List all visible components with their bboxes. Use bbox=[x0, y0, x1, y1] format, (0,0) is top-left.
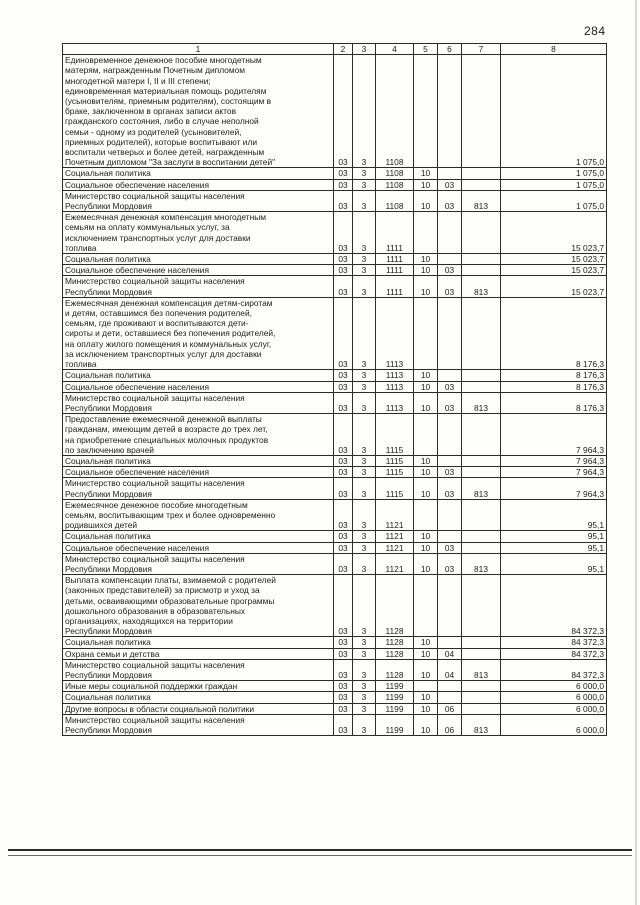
table-row bbox=[63, 55, 607, 168]
code-col-5-cell: 10 bbox=[414, 531, 438, 542]
code-col-2-cell: 03 bbox=[334, 531, 353, 542]
page-number: 284 bbox=[584, 24, 606, 38]
bottom-rule-thin bbox=[8, 855, 632, 856]
row-name-cell: Социальная политика bbox=[63, 370, 334, 381]
amount-cell: 84 372,3 bbox=[501, 659, 607, 680]
table-row bbox=[63, 681, 607, 692]
row-name-cell: Министерство социальной защиты населения Республики Мордовия bbox=[63, 392, 334, 413]
code-col-3-cell: 3 bbox=[353, 553, 376, 574]
code-col-7-cell bbox=[462, 455, 501, 466]
table-row bbox=[63, 392, 607, 413]
code-col-6-cell: 06 bbox=[438, 703, 462, 714]
code-col-4-cell: 1128 bbox=[376, 575, 414, 637]
code-col-2-cell: 03 bbox=[334, 381, 353, 392]
table-row bbox=[63, 692, 607, 703]
code-col-6-cell bbox=[438, 531, 462, 542]
row-name-cell: Социальное обеспечение населения bbox=[63, 265, 334, 276]
code-col-4-cell: 1108 bbox=[376, 179, 414, 190]
column-number-row bbox=[63, 44, 607, 55]
table-row bbox=[63, 478, 607, 499]
amount-cell: 8 176,3 bbox=[501, 381, 607, 392]
code-col-2-cell: 03 bbox=[334, 659, 353, 680]
code-col-5-cell: 10 bbox=[414, 276, 438, 297]
code-col-4-cell: 1108 bbox=[376, 55, 414, 168]
code-col-3-cell: 3 bbox=[353, 692, 376, 703]
code-col-6-cell: 03 bbox=[438, 276, 462, 297]
amount-cell: 7 964,3 bbox=[501, 414, 607, 456]
column-header: 7 bbox=[462, 44, 501, 55]
code-col-7-cell bbox=[462, 297, 501, 369]
table-row bbox=[63, 648, 607, 659]
row-name-cell: Социальная политика bbox=[63, 455, 334, 466]
table-row bbox=[63, 703, 607, 714]
code-col-7-cell bbox=[462, 681, 501, 692]
code-col-3-cell: 3 bbox=[353, 381, 376, 392]
code-col-2-cell: 03 bbox=[334, 681, 353, 692]
code-col-2-cell: 03 bbox=[334, 542, 353, 553]
code-col-4-cell: 1128 bbox=[376, 659, 414, 680]
amount-cell: 1 075,0 bbox=[501, 168, 607, 179]
row-name-cell: Охрана семьи и детства bbox=[63, 648, 334, 659]
amount-cell: 84 372,3 bbox=[501, 575, 607, 637]
code-col-3-cell: 3 bbox=[353, 714, 376, 735]
row-name-cell: Социальное обеспечение населения bbox=[63, 467, 334, 478]
code-col-2-cell: 03 bbox=[334, 467, 353, 478]
row-name-cell: Министерство социальной защиты населения Республики Мордовия bbox=[63, 659, 334, 680]
code-col-4-cell: 1199 bbox=[376, 703, 414, 714]
table-row bbox=[63, 190, 607, 211]
code-col-6-cell: 03 bbox=[438, 179, 462, 190]
code-col-7-cell: 813 bbox=[462, 553, 501, 574]
code-col-2-cell: 03 bbox=[334, 648, 353, 659]
code-col-2-cell: 03 bbox=[334, 414, 353, 456]
code-col-5-cell: 10 bbox=[414, 553, 438, 574]
table-row bbox=[63, 575, 607, 637]
code-col-3-cell: 3 bbox=[353, 659, 376, 680]
table-row bbox=[63, 297, 607, 369]
code-col-5-cell: 10 bbox=[414, 254, 438, 265]
code-col-7-cell bbox=[462, 703, 501, 714]
amount-cell: 15 023,7 bbox=[501, 265, 607, 276]
code-col-6-cell bbox=[438, 575, 462, 637]
code-col-3-cell: 3 bbox=[353, 190, 376, 211]
row-name-cell: Социальная политика bbox=[63, 168, 334, 179]
amount-cell: 8 176,3 bbox=[501, 392, 607, 413]
table-row bbox=[63, 467, 607, 478]
code-col-6-cell bbox=[438, 414, 462, 456]
code-col-3-cell: 3 bbox=[353, 168, 376, 179]
code-col-2-cell: 03 bbox=[334, 297, 353, 369]
code-col-2-cell: 03 bbox=[334, 714, 353, 735]
code-col-6-cell: 03 bbox=[438, 381, 462, 392]
code-col-2-cell: 03 bbox=[334, 179, 353, 190]
code-col-7-cell bbox=[462, 499, 501, 531]
amount-cell: 6 000,0 bbox=[501, 703, 607, 714]
code-col-2-cell: 03 bbox=[334, 55, 353, 168]
code-col-4-cell: 1113 bbox=[376, 297, 414, 369]
code-col-5-cell: 10 bbox=[414, 190, 438, 211]
code-col-2-cell: 03 bbox=[334, 168, 353, 179]
code-col-3-cell: 3 bbox=[353, 467, 376, 478]
code-col-3-cell: 3 bbox=[353, 575, 376, 637]
code-col-7-cell bbox=[462, 648, 501, 659]
table-row bbox=[63, 381, 607, 392]
code-col-4-cell: 1115 bbox=[376, 414, 414, 456]
code-col-2-cell: 03 bbox=[334, 370, 353, 381]
code-col-4-cell: 1111 bbox=[376, 254, 414, 265]
code-col-6-cell bbox=[438, 455, 462, 466]
row-name-cell: Министерство социальной защиты населения Республики Мордовия bbox=[63, 478, 334, 499]
amount-cell: 6 000,0 bbox=[501, 714, 607, 735]
row-name-cell: Министерство социальной защиты населения Республики Мордовия bbox=[63, 276, 334, 297]
code-col-7-cell bbox=[462, 531, 501, 542]
amount-cell: 8 176,3 bbox=[501, 297, 607, 369]
code-col-6-cell bbox=[438, 692, 462, 703]
code-col-4-cell: 1128 bbox=[376, 637, 414, 648]
amount-cell: 84 372,3 bbox=[501, 637, 607, 648]
code-col-7-cell: 813 bbox=[462, 478, 501, 499]
code-col-5-cell bbox=[414, 55, 438, 168]
amount-cell: 6 000,0 bbox=[501, 681, 607, 692]
code-col-5-cell bbox=[414, 212, 438, 254]
code-col-3-cell: 3 bbox=[353, 637, 376, 648]
code-col-7-cell bbox=[462, 381, 501, 392]
code-col-4-cell: 1113 bbox=[376, 381, 414, 392]
code-col-5-cell: 10 bbox=[414, 370, 438, 381]
code-col-3-cell: 3 bbox=[353, 703, 376, 714]
code-col-5-cell: 10 bbox=[414, 659, 438, 680]
row-name-cell: Ежемесячная денежная компенсация многодетным семьям на оплату коммунальных услуг, за исключением транспортных услуг для доставки топлива bbox=[63, 212, 334, 254]
row-name-cell: Социальная политика bbox=[63, 531, 334, 542]
table-row bbox=[63, 455, 607, 466]
amount-cell: 7 964,3 bbox=[501, 467, 607, 478]
code-col-2-cell: 03 bbox=[334, 190, 353, 211]
amount-cell: 95,1 bbox=[501, 542, 607, 553]
table-row bbox=[63, 370, 607, 381]
code-col-3-cell: 3 bbox=[353, 392, 376, 413]
code-col-5-cell: 10 bbox=[414, 381, 438, 392]
code-col-6-cell: 03 bbox=[438, 553, 462, 574]
table-row bbox=[63, 254, 607, 265]
row-name-cell: Министерство социальной защиты населения Республики Мордовия bbox=[63, 714, 334, 735]
code-col-4-cell: 1115 bbox=[376, 478, 414, 499]
code-col-3-cell: 3 bbox=[353, 370, 376, 381]
row-name-cell: Ежемесячное денежное пособие многодетным семьям, воспитывающим трех и более одновременно родившихся детей bbox=[63, 499, 334, 531]
code-col-6-cell bbox=[438, 297, 462, 369]
code-col-5-cell: 10 bbox=[414, 703, 438, 714]
code-col-5-cell: 10 bbox=[414, 455, 438, 466]
code-col-2-cell: 03 bbox=[334, 553, 353, 574]
code-col-7-cell bbox=[462, 370, 501, 381]
table-row bbox=[63, 531, 607, 542]
code-col-4-cell: 1111 bbox=[376, 265, 414, 276]
code-col-7-cell bbox=[462, 168, 501, 179]
code-col-6-cell bbox=[438, 55, 462, 168]
code-col-3-cell: 3 bbox=[353, 212, 376, 254]
code-col-5-cell: 10 bbox=[414, 265, 438, 276]
code-col-2-cell: 03 bbox=[334, 692, 353, 703]
code-col-6-cell bbox=[438, 499, 462, 531]
row-name-cell: Ежемесячная денежная компенсация детям-сиротам и детям, оставшимся без попечения родителей, семьям, где проживают и воспитываются дети- сироты и дети, оставшиеся без попечения родителей, на оплату жилого помещения и коммунальных услуг, за исключением транспортных услуг для доставки топлива bbox=[63, 297, 334, 369]
amount-cell: 95,1 bbox=[501, 553, 607, 574]
row-name-cell: Выплата компенсации платы, взимаемой с родителей (законных представителей) за присмотр и уход за детьми, осваивающими образовательные программы дошкольного образования в образовательных организациях, находящихся на территории Республики Мордовия bbox=[63, 575, 334, 637]
code-col-4-cell: 1121 bbox=[376, 553, 414, 574]
code-col-4-cell: 1121 bbox=[376, 499, 414, 531]
code-col-4-cell: 1113 bbox=[376, 370, 414, 381]
code-col-5-cell: 10 bbox=[414, 692, 438, 703]
code-col-4-cell: 1199 bbox=[376, 681, 414, 692]
code-col-6-cell: 04 bbox=[438, 648, 462, 659]
code-col-6-cell: 03 bbox=[438, 478, 462, 499]
table-row bbox=[63, 168, 607, 179]
code-col-6-cell: 03 bbox=[438, 265, 462, 276]
row-name-cell: Социальное обеспечение населения bbox=[63, 179, 334, 190]
code-col-2-cell: 03 bbox=[334, 254, 353, 265]
amount-cell: 1 075,0 bbox=[501, 190, 607, 211]
budget-table bbox=[62, 43, 607, 736]
table-row bbox=[63, 659, 607, 680]
code-col-2-cell: 03 bbox=[334, 276, 353, 297]
code-col-6-cell: 04 bbox=[438, 659, 462, 680]
row-name-cell: Социальное обеспечение населения bbox=[63, 381, 334, 392]
column-header: 5 bbox=[414, 44, 438, 55]
code-col-7-cell bbox=[462, 55, 501, 168]
code-col-7-cell bbox=[462, 212, 501, 254]
code-col-4-cell: 1199 bbox=[376, 692, 414, 703]
row-name-cell: Предоставление ежемесячной денежной выплаты гражданам, имеющим детей в возрасте до трех лет, на приобретение специальных молочных продуктов по заключению врачей bbox=[63, 414, 334, 456]
code-col-2-cell: 03 bbox=[334, 265, 353, 276]
code-col-4-cell: 1108 bbox=[376, 168, 414, 179]
code-col-7-cell bbox=[462, 414, 501, 456]
code-col-6-cell bbox=[438, 637, 462, 648]
code-col-7-cell bbox=[462, 637, 501, 648]
table-row bbox=[63, 265, 607, 276]
amount-cell: 1 075,0 bbox=[501, 55, 607, 168]
code-col-3-cell: 3 bbox=[353, 297, 376, 369]
code-col-7-cell bbox=[462, 265, 501, 276]
row-name-cell: Социальная политика bbox=[63, 692, 334, 703]
code-col-2-cell: 03 bbox=[334, 637, 353, 648]
code-col-5-cell: 10 bbox=[414, 392, 438, 413]
table-row bbox=[63, 542, 607, 553]
code-col-4-cell: 1115 bbox=[376, 467, 414, 478]
amount-cell: 1 075,0 bbox=[501, 179, 607, 190]
code-col-6-cell bbox=[438, 370, 462, 381]
code-col-4-cell: 1111 bbox=[376, 276, 414, 297]
code-col-5-cell bbox=[414, 499, 438, 531]
code-col-6-cell: 03 bbox=[438, 542, 462, 553]
code-col-6-cell bbox=[438, 168, 462, 179]
code-col-5-cell bbox=[414, 575, 438, 637]
table-row bbox=[63, 276, 607, 297]
code-col-2-cell: 03 bbox=[334, 478, 353, 499]
code-col-3-cell: 3 bbox=[353, 55, 376, 168]
row-name-cell: Иные меры социальной поддержки граждан bbox=[63, 681, 334, 692]
code-col-2-cell: 03 bbox=[334, 455, 353, 466]
code-col-7-cell: 813 bbox=[462, 659, 501, 680]
code-col-3-cell: 3 bbox=[353, 276, 376, 297]
code-col-3-cell: 3 bbox=[353, 681, 376, 692]
code-col-4-cell: 1121 bbox=[376, 542, 414, 553]
code-col-5-cell: 10 bbox=[414, 467, 438, 478]
table-row bbox=[63, 212, 607, 254]
amount-cell: 15 023,7 bbox=[501, 254, 607, 265]
amount-cell: 7 964,3 bbox=[501, 455, 607, 466]
code-col-6-cell: 03 bbox=[438, 467, 462, 478]
code-col-6-cell bbox=[438, 254, 462, 265]
amount-cell: 15 023,7 bbox=[501, 212, 607, 254]
code-col-7-cell: 813 bbox=[462, 714, 501, 735]
table-row bbox=[63, 179, 607, 190]
code-col-3-cell: 3 bbox=[353, 478, 376, 499]
table-row bbox=[63, 637, 607, 648]
code-col-3-cell: 3 bbox=[353, 179, 376, 190]
amount-cell: 7 964,3 bbox=[501, 478, 607, 499]
code-col-5-cell: 10 bbox=[414, 478, 438, 499]
code-col-7-cell bbox=[462, 467, 501, 478]
amount-cell: 95,1 bbox=[501, 499, 607, 531]
code-col-7-cell: 813 bbox=[462, 190, 501, 211]
code-col-3-cell: 3 bbox=[353, 542, 376, 553]
code-col-5-cell: 10 bbox=[414, 637, 438, 648]
code-col-7-cell: 813 bbox=[462, 276, 501, 297]
table-row bbox=[63, 499, 607, 531]
column-header: 1 bbox=[63, 44, 334, 55]
code-col-2-cell: 03 bbox=[334, 575, 353, 637]
amount-cell: 84 372,3 bbox=[501, 648, 607, 659]
code-col-4-cell: 1111 bbox=[376, 212, 414, 254]
code-col-4-cell: 1199 bbox=[376, 714, 414, 735]
code-col-6-cell bbox=[438, 212, 462, 254]
code-col-5-cell: 10 bbox=[414, 542, 438, 553]
column-header: 8 bbox=[501, 44, 607, 55]
code-col-5-cell bbox=[414, 414, 438, 456]
code-col-6-cell bbox=[438, 681, 462, 692]
table-body bbox=[63, 55, 607, 736]
code-col-5-cell: 10 bbox=[414, 714, 438, 735]
amount-cell: 8 176,3 bbox=[501, 370, 607, 381]
scan-edge bbox=[635, 0, 637, 905]
code-col-4-cell: 1128 bbox=[376, 648, 414, 659]
code-col-3-cell: 3 bbox=[353, 254, 376, 265]
code-col-2-cell: 03 bbox=[334, 703, 353, 714]
code-col-7-cell bbox=[462, 179, 501, 190]
row-name-cell: Министерство социальной защиты населения Республики Мордовия bbox=[63, 553, 334, 574]
amount-cell: 95,1 bbox=[501, 531, 607, 542]
table-row bbox=[63, 414, 607, 456]
code-col-6-cell: 03 bbox=[438, 392, 462, 413]
column-header: 2 bbox=[334, 44, 353, 55]
code-col-5-cell bbox=[414, 297, 438, 369]
code-col-2-cell: 03 bbox=[334, 212, 353, 254]
code-col-5-cell: 10 bbox=[414, 168, 438, 179]
code-col-3-cell: 3 bbox=[353, 531, 376, 542]
code-col-4-cell: 1121 bbox=[376, 531, 414, 542]
column-header: 6 bbox=[438, 44, 462, 55]
code-col-7-cell bbox=[462, 692, 501, 703]
row-name-cell: Единовременное денежное пособие многодетным матерям, награжденным Почетным дипломом многодетной матери I, II и III степени; единовременная материальная помощь родителям (усыновителям, приемным родителям), состоящим в браке, заключенном в органах записи актов гражданского состояния, либо в случае неполной семьи - одному из родителей (усыновителей, приемных родителей), которые воспитывают или воспитали четверых и более детей, награжденным Почетным дипломом "За заслуги в воспитании детей" bbox=[63, 55, 334, 168]
amount-cell: 6 000,0 bbox=[501, 692, 607, 703]
code-col-5-cell: 10 bbox=[414, 179, 438, 190]
column-header: 4 bbox=[376, 44, 414, 55]
code-col-5-cell bbox=[414, 681, 438, 692]
code-col-5-cell: 10 bbox=[414, 648, 438, 659]
row-name-cell: Социальная политика bbox=[63, 637, 334, 648]
code-col-3-cell: 3 bbox=[353, 648, 376, 659]
row-name-cell: Социальная политика bbox=[63, 254, 334, 265]
code-col-3-cell: 3 bbox=[353, 499, 376, 531]
table-row bbox=[63, 714, 607, 735]
code-col-3-cell: 3 bbox=[353, 414, 376, 456]
code-col-6-cell: 06 bbox=[438, 714, 462, 735]
code-col-3-cell: 3 bbox=[353, 455, 376, 466]
code-col-7-cell bbox=[462, 575, 501, 637]
code-col-7-cell: 813 bbox=[462, 392, 501, 413]
code-col-4-cell: 1113 bbox=[376, 392, 414, 413]
row-name-cell: Министерство социальной защиты населения Республики Мордовия bbox=[63, 190, 334, 211]
table-row bbox=[63, 553, 607, 574]
column-header: 3 bbox=[353, 44, 376, 55]
code-col-3-cell: 3 bbox=[353, 265, 376, 276]
code-col-7-cell bbox=[462, 542, 501, 553]
row-name-cell: Другие вопросы в области социальной политики bbox=[63, 703, 334, 714]
row-name-cell: Социальное обеспечение населения bbox=[63, 542, 334, 553]
code-col-2-cell: 03 bbox=[334, 499, 353, 531]
amount-cell: 15 023,7 bbox=[501, 276, 607, 297]
code-col-2-cell: 03 bbox=[334, 392, 353, 413]
bottom-rule bbox=[8, 849, 632, 851]
code-col-6-cell: 03 bbox=[438, 190, 462, 211]
code-col-4-cell: 1115 bbox=[376, 455, 414, 466]
code-col-4-cell: 1108 bbox=[376, 190, 414, 211]
code-col-7-cell bbox=[462, 254, 501, 265]
